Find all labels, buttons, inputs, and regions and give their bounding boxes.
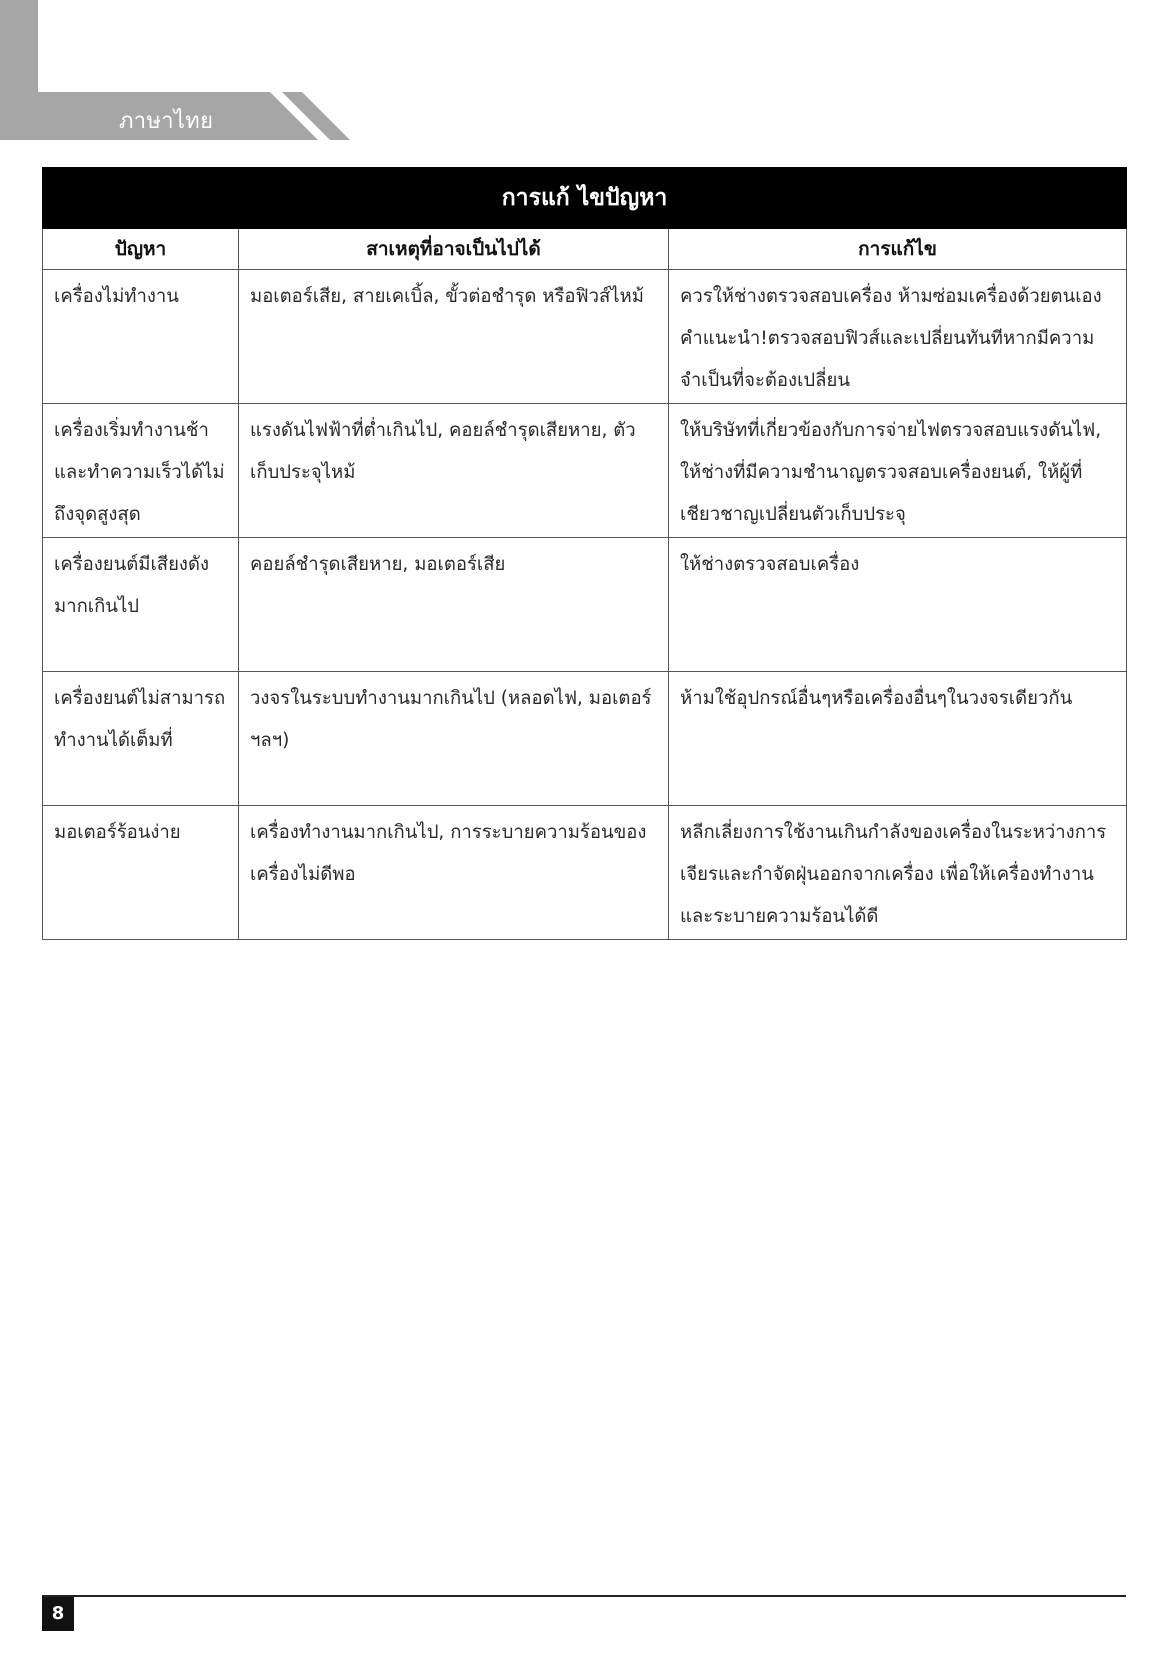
- problem-cell: มอเตอร์ร้อนง่าย: [43, 806, 239, 940]
- problem-cell: เครื่องไม่ทำงาน: [43, 270, 239, 404]
- language-tab: [0, 0, 350, 140]
- table-row: [43, 806, 1127, 940]
- cause-cell: คอยล์ชำรุดเสียหาย, มอเตอร์เสีย: [239, 538, 669, 672]
- cause-cell: แรงดันไฟฟ้าที่ต่ำเกินไป, คอยล์ชำรุดเสียหาย, ตัวเก็บประจุไหม้: [239, 404, 669, 538]
- solution-cell: ควรให้ช่างตรวจสอบเครื่อง ห้ามซ่อมเครื่องด้วยตนเอง คำแนะนำ!ตรวจสอบฟิวส์และเปลี่ยนทันทีหากมีความจำเป็นที่จะต้องเปลี่ยน: [669, 270, 1127, 404]
- solution-cell: ให้บริษัทที่เกี่ยวข้องกับการจ่ายไฟตรวจสอบแรงดันไฟ, ให้ช่างที่มีความชำนาญตรวจสอบเครื่องยนต์, ให้ผู้ที่เชียวชาญเปลี่ยนตัวเก็บประจุ: [669, 404, 1127, 538]
- page-number: 8: [42, 1597, 74, 1631]
- problem-cell: เครื่องยนต์ไม่สามารถทำงานได้เต็มที่: [43, 672, 239, 806]
- table-row: [43, 672, 1127, 806]
- problem-cell: เครื่องยนต์มีเสียงดังมากเกินไป: [43, 538, 239, 672]
- solution-cell: ให้ช่างตรวจสอบเครื่อง: [669, 538, 1127, 672]
- solution-cell: ห้ามใช้อุปกรณ์อื่นๆหรือเครื่องอื่นๆในวงจรเดียวกัน: [669, 672, 1127, 806]
- cause-cell: มอเตอร์เสีย, สายเคเบิ้ล, ขั้วต่อชำรุด หรือฟิวส์ไหม้: [239, 270, 669, 404]
- solution-cell: หลีกเลี่ยงการใช้งานเกินกำลังของเครื่องในระหว่างการเจียรและกำจัดฝุ่นออกจากเครื่อง เพื่อให้เครื่องทำงานและระบายความร้อนได้ดี: [669, 806, 1127, 940]
- table-row: [43, 538, 1127, 672]
- cause-cell: เครื่องทำงานมากเกินไป, การระบายความร้อนของเครื่องไม่ดีพอ: [239, 806, 669, 940]
- problem-cell: เครื่องเริ่มทำงานช้าและทำความเร็วได้ไม่ถึงจุดสูงสุด: [43, 404, 239, 538]
- table-row: [43, 270, 1127, 404]
- language-label: ภาษาไทย: [119, 109, 214, 134]
- cause-cell: วงจรในระบบทำงานมากเกินไป (หลอดไฟ, มอเตอร์ ฯลฯ): [239, 672, 669, 806]
- footer-divider: [42, 1595, 1126, 1597]
- column-header-cause: สาเหตุที่อาจเป็นไปได้: [239, 229, 669, 270]
- table-row: [43, 404, 1127, 538]
- table-title: การแก้ ไขปัญหา: [43, 168, 1127, 229]
- column-header-solution: การแก้ไข: [669, 229, 1127, 270]
- troubleshooting-table: [42, 167, 1127, 940]
- column-header-problem: ปัญหา: [43, 229, 239, 270]
